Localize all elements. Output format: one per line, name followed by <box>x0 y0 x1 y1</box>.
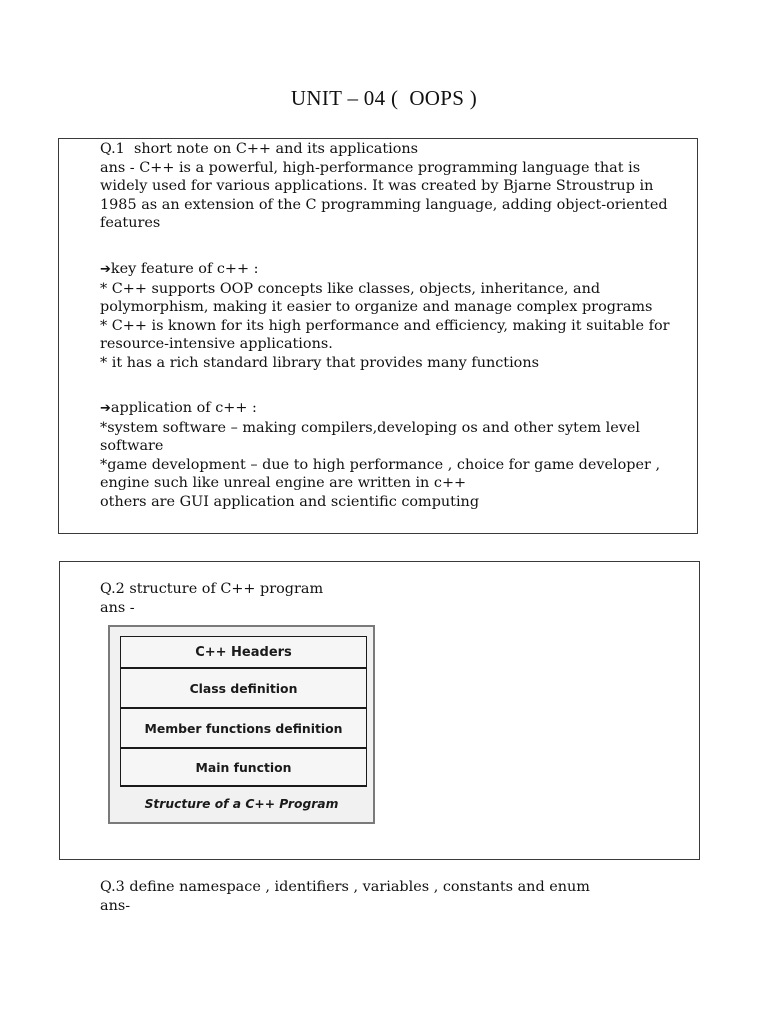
diagram-layer-class-definition: Class definition <box>121 669 366 709</box>
diagram-layer-headers: C++ Headers <box>121 637 366 669</box>
application-item: *game development – due to high performance , choice for game developer , engine such like unreal engine are written in c++ <box>100 456 661 492</box>
q1-answer: ans - C++ is a powerful, high-performance programming language that is widely used for various applications. It was created by Bjarne Stroustrup in 1985 as an extension of the C programming language, adding object-oriented features <box>100 159 668 232</box>
application-item: others are GUI application and scientific computing <box>100 493 480 510</box>
q1-section <box>100 140 690 233</box>
q1-question: Q.1 short note on C++ and its applications <box>100 141 419 157</box>
q3-answer-prefix: ans- <box>100 897 131 914</box>
application-item: *system software – making compilers,developing os and other sytem level software <box>100 419 641 455</box>
right-arrow-icon: ➔ <box>100 401 111 416</box>
diagram-layer-main-function: Main function <box>121 749 366 787</box>
q2-question: Q.2 structure of C++ program <box>100 581 324 597</box>
diagram-layer-member-functions: Member functions definition <box>121 709 366 749</box>
q1-features <box>100 260 690 373</box>
feature-item: * C++ supports OOP concepts like classes, objects, inheritance, and polymorphism, making it easier to organize and manage complex programs <box>100 280 653 316</box>
q1-applications <box>100 399 690 512</box>
diagram-caption: Structure of a C++ Program <box>144 797 339 811</box>
q2-section <box>100 580 690 617</box>
cpp-structure-diagram <box>108 625 375 824</box>
feature-item: * it has a rich standard library that provides many functions <box>100 354 539 371</box>
page-title: UNIT – 04 ( OOPS ) <box>290 86 478 110</box>
q3-question: Q.3 define namespace , identifiers , variables , constants and enum <box>100 879 590 895</box>
diagram-layer-stack <box>120 636 367 787</box>
q2-answer-prefix: ans - <box>100 599 135 616</box>
applications-heading-line <box>100 399 690 419</box>
feature-item: * C++ is known for its high performance and efficiency, making it suitable for resource-intensive applications. <box>100 317 670 353</box>
features-heading-line <box>100 260 690 280</box>
features-heading: key feature of c++ : <box>110 261 259 277</box>
q3-section <box>100 878 690 915</box>
applications-heading: application of c++ : <box>110 400 257 416</box>
right-arrow-icon: ➔ <box>100 262 111 277</box>
